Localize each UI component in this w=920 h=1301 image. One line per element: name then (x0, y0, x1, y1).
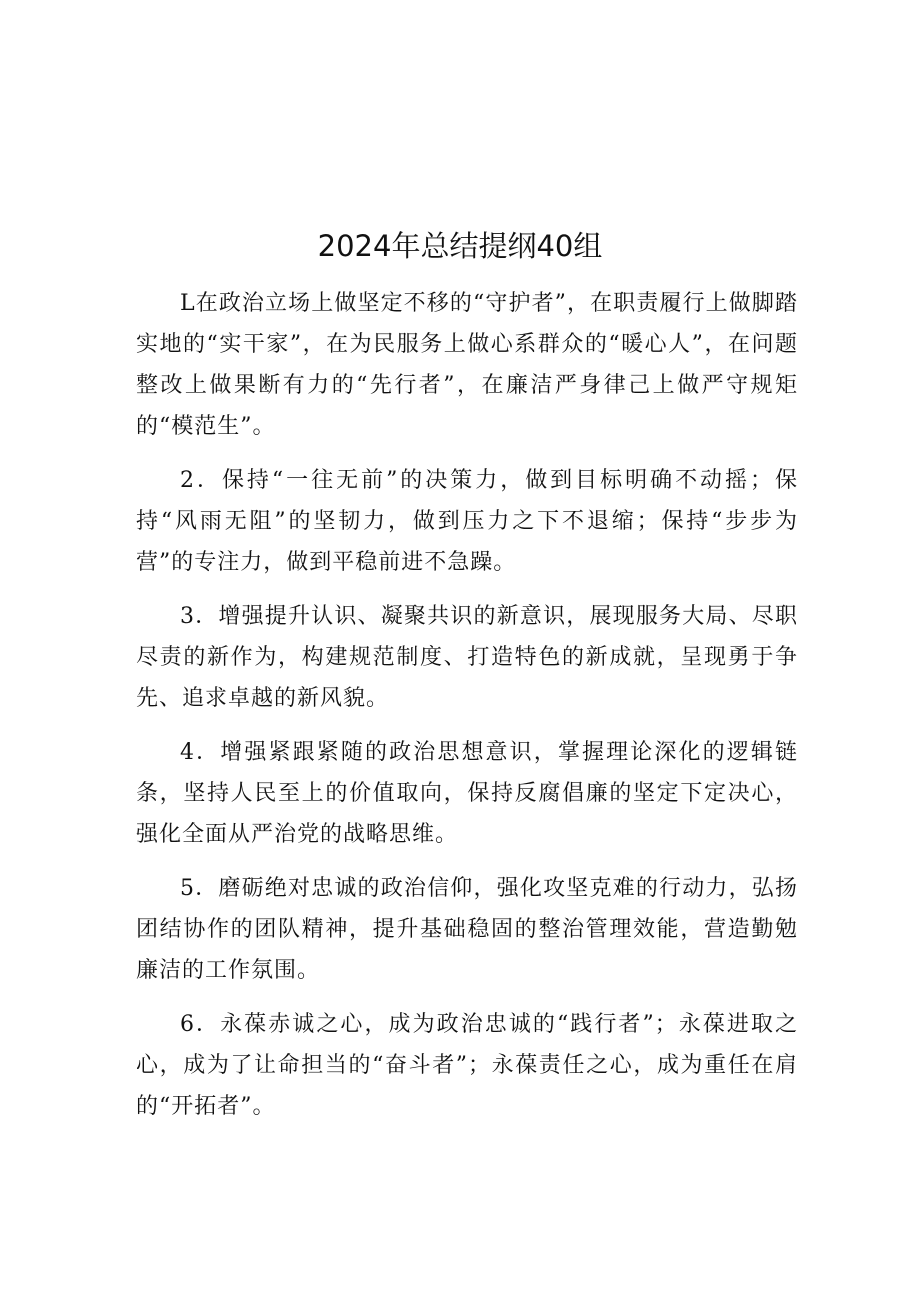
paragraph-4: 4．增强紧跟紧随的政治思想意识，掌握理论深化的逻辑链条，坚持人民至上的价值取向，保持反腐倡廉的坚定下定决心，强化全面从严治党的战略思维。 (136, 740, 798, 847)
paragraph-6: 6．永葆赤诚之心，成为政治忠诚的“践行者”；永葆进取之心，成为了让命担当的“奋斗者”；永葆责任之心，成为重任在肩的“开拓者”。 (136, 1012, 798, 1119)
paragraph-3: 3．增强提升认识、凝聚共识的新意识，展现服务大局、尽职尽责的新作为，构建规范制度、打造特色的新成就，呈现勇于争先、追求卓越的新风貌。 (136, 604, 798, 711)
paragraph-5: 5．磨砺绝对忠诚的政治信仰，强化攻坚克难的行动力，弘扬团结协作的团队精神，提升基础稳固的整治管理效能，营造勤勉廉洁的工作氛围。 (136, 876, 798, 983)
document-body (136, 283, 798, 1140)
paragraph-2: 2．保持“一往无前”的决策力，做到目标明确不动摇；保持“风雨无阻”的坚韧力，做到压力之下不退缩；保持“步步为营”的专注力，做到平稳前进不急躁。 (136, 468, 798, 575)
document-title: 2024年总结提纲40组 (317, 229, 603, 263)
paragraph-1: L在政治立场上做坚定不移的“守护者”，在职责履行上做脚踏实地的“实干家”，在为民服务上做心系群众的“暖心人”，在问题整改上做果断有力的“先行者”，在廉洁严身律己上做严守规矩的“模范生”。 (136, 291, 798, 439)
